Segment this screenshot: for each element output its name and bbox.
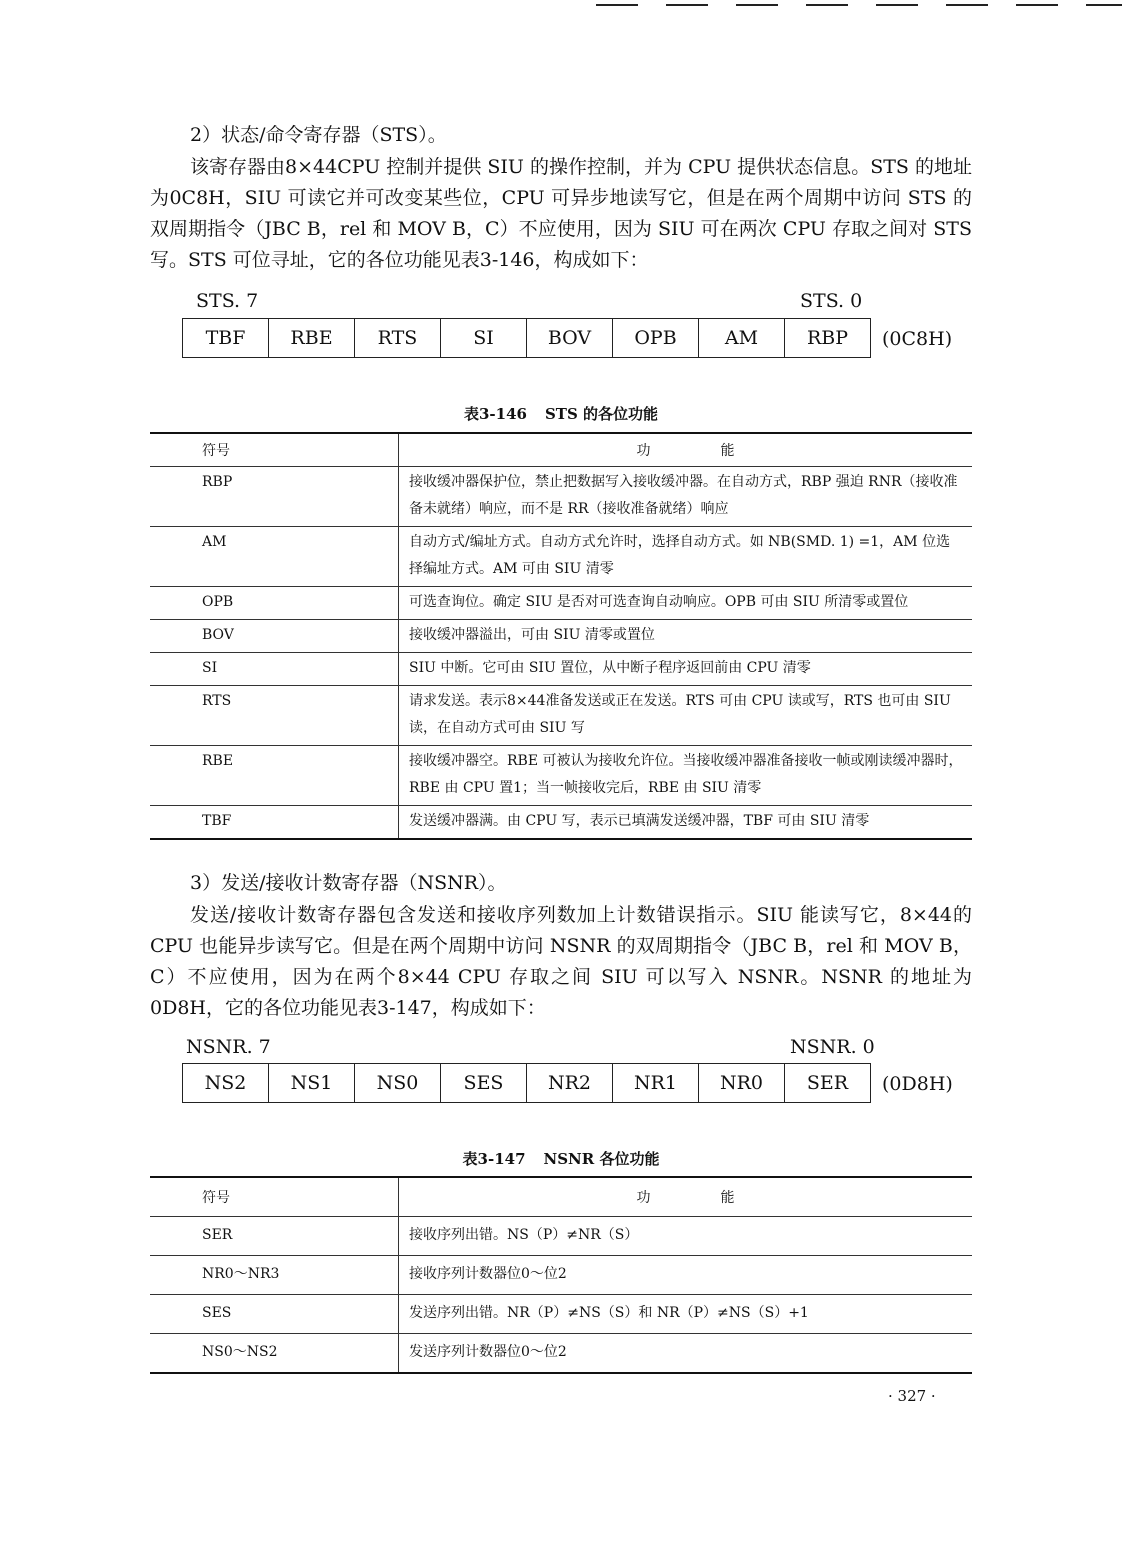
cell-function: SIU 中断。它可由 SIU 置位，从中断子程序返回前由 CPU 清零 xyxy=(399,653,973,686)
table-title: STS 的各位功能 xyxy=(544,405,659,423)
cell-function: 接收序列出错。NS（P）≠NR（S） xyxy=(399,1217,973,1256)
cell-symbol: NR0～NR3 xyxy=(150,1256,399,1295)
register-bit: NS0 xyxy=(355,1064,441,1103)
cell-symbol: TBF xyxy=(150,806,399,840)
table-caption-147 xyxy=(150,1148,972,1169)
table-title: NSNR 各位功能 xyxy=(543,1150,660,1168)
register-address: (0D8H) xyxy=(882,1073,953,1095)
table-nsnr-functions xyxy=(150,1176,972,1374)
column-header-symbol: 符号 xyxy=(150,1177,399,1217)
cell-symbol: SI xyxy=(150,653,399,686)
cell-function: 自动方式/编址方式。自动方式允许时，选择自动方式。如 NB(SMD. 1) =1，AM 位选择编址方式。AM 可由 SIU 清零 xyxy=(399,527,973,587)
cell-symbol: OPB xyxy=(150,587,399,620)
table-row xyxy=(150,587,972,620)
register-bit: SI xyxy=(441,319,527,358)
register-bit: NR2 xyxy=(527,1064,613,1103)
cell-symbol: AM xyxy=(150,527,399,587)
cell-function: 接收缓冲器空。RBE 可被认为接收允许位。当接收缓冲器准备接收一帧或刚读缓冲器时，RBE 由 CPU 置1；当一帧接收完后，RBE 由 SIU 清零 xyxy=(399,746,973,806)
cell-function: 接收序列计数器位0～位2 xyxy=(399,1256,973,1295)
table-row xyxy=(150,653,972,686)
top-edge-dashes xyxy=(596,4,1122,8)
paragraph-nsnr: 发送/接收计数寄存器包含发送和接收序列数加上计数错误指示。SIU 能读写它，8×44的 CPU 也能异步读写它。但是在两个周期中访问 NSNR 的双周期指令（JBC B，rel 和 MOV B，C）不应使用，因为在两个8×44 CPU 存取之间 SIU 可以写入 NSNR。NSNR 的地址为0D8H，它的各位功能见表3-147，构成如下： xyxy=(150,904,972,1019)
register-bit: TBF xyxy=(183,319,269,358)
register-bit: SES xyxy=(441,1064,527,1103)
cell-function: 发送缓冲器满。由 CPU 写，表示已填满发送缓冲器，TBF 可由 SIU 清零 xyxy=(399,806,973,840)
cell-function: 发送序列计数器位0～位2 xyxy=(399,1334,973,1374)
page-number: · 327 · xyxy=(888,1387,936,1405)
register-sts-bits xyxy=(182,318,871,358)
column-header-function: 功 能 xyxy=(399,1177,973,1217)
register-label-low: NSNR. 0 xyxy=(790,1036,875,1058)
register-nsnr-bits xyxy=(182,1063,871,1103)
table-sts-functions xyxy=(150,432,972,840)
cell-function: 发送序列出错。NR（P）≠NS（S）和 NR（P）≠NS（S）+1 xyxy=(399,1295,973,1334)
table-header-row xyxy=(150,433,972,467)
cell-symbol: BOV xyxy=(150,620,399,653)
cell-symbol: SER xyxy=(150,1217,399,1256)
register-bit: AM xyxy=(699,319,785,358)
register-label-low: STS. 0 xyxy=(800,290,863,312)
table-row xyxy=(150,620,972,653)
register-address: (0C8H) xyxy=(882,328,953,350)
cell-function: 接收缓冲器保护位，禁止把数据写入接收缓冲器。在自动方式，RBP 强迫 RNR（接收准备未就绪）响应，而不是 RR（接收准备就绪）响应 xyxy=(399,467,973,527)
register-bit: RBP xyxy=(785,319,871,358)
table-number: 表3-147 xyxy=(462,1150,526,1168)
table-row xyxy=(150,806,972,840)
cell-symbol: RTS xyxy=(150,686,399,746)
register-bit: RBE xyxy=(269,319,355,358)
register-bit: OPB xyxy=(613,319,699,358)
table-number: 表3-146 xyxy=(463,405,527,423)
paragraph-sts: 该寄存器由8×44CPU 控制并提供 SIU 的操作控制，并为 CPU 提供状态信息。STS 的地址为0C8H，SIU 可读它并可改变某些位，CPU 可异步地读写它，但是在两个周期中访问 STS 的双周期指令（JBC B，rel 和 MOV B，C）不应使用，因为 SIU 可在两次 CPU 存取之间对 STS 写。STS 可位寻址，它的各位功能见表3-146，构成如下： xyxy=(150,156,972,271)
cell-symbol: RBE xyxy=(150,746,399,806)
cell-symbol: SES xyxy=(150,1295,399,1334)
table-row xyxy=(150,686,972,746)
section-heading-sts: 2）状态/命令寄存器（STS）。 xyxy=(190,124,447,146)
cell-symbol: RBP xyxy=(150,467,399,527)
register-bit: NS2 xyxy=(183,1064,269,1103)
cell-symbol: NS0～NS2 xyxy=(150,1334,399,1374)
section-heading-nsnr: 3）发送/接收计数寄存器（NSNR）。 xyxy=(190,872,507,894)
column-header-symbol: 符号 xyxy=(150,433,399,467)
column-header-function: 功 能 xyxy=(399,433,973,467)
table-row xyxy=(150,1334,972,1374)
cell-function: 可选查询位。确定 SIU 是否对可选查询自动响应。OPB 可由 SIU 所清零或置位 xyxy=(399,587,973,620)
cell-function: 接收缓冲器溢出，可由 SIU 清零或置位 xyxy=(399,620,973,653)
register-bit: BOV xyxy=(527,319,613,358)
register-label-high: NSNR. 7 xyxy=(186,1036,271,1058)
register-bit: NR0 xyxy=(699,1064,785,1103)
table-header-row xyxy=(150,1177,972,1217)
table-row xyxy=(150,746,972,806)
cell-function: 请求发送。表示8×44准备发送或正在发送。RTS 可由 CPU 读或写，RTS 也可由 SIU 读，在自动方式可由 SIU 写 xyxy=(399,686,973,746)
table-row xyxy=(150,1256,972,1295)
register-label-high: STS. 7 xyxy=(196,290,259,312)
register-bit: SER xyxy=(785,1064,871,1103)
register-bit: RTS xyxy=(355,319,441,358)
table-caption-146 xyxy=(150,403,972,424)
register-bit: NR1 xyxy=(613,1064,699,1103)
table-row xyxy=(150,527,972,587)
table-row xyxy=(150,1217,972,1256)
register-bit: NS1 xyxy=(269,1064,355,1103)
table-row xyxy=(150,467,972,527)
table-row xyxy=(150,1295,972,1334)
